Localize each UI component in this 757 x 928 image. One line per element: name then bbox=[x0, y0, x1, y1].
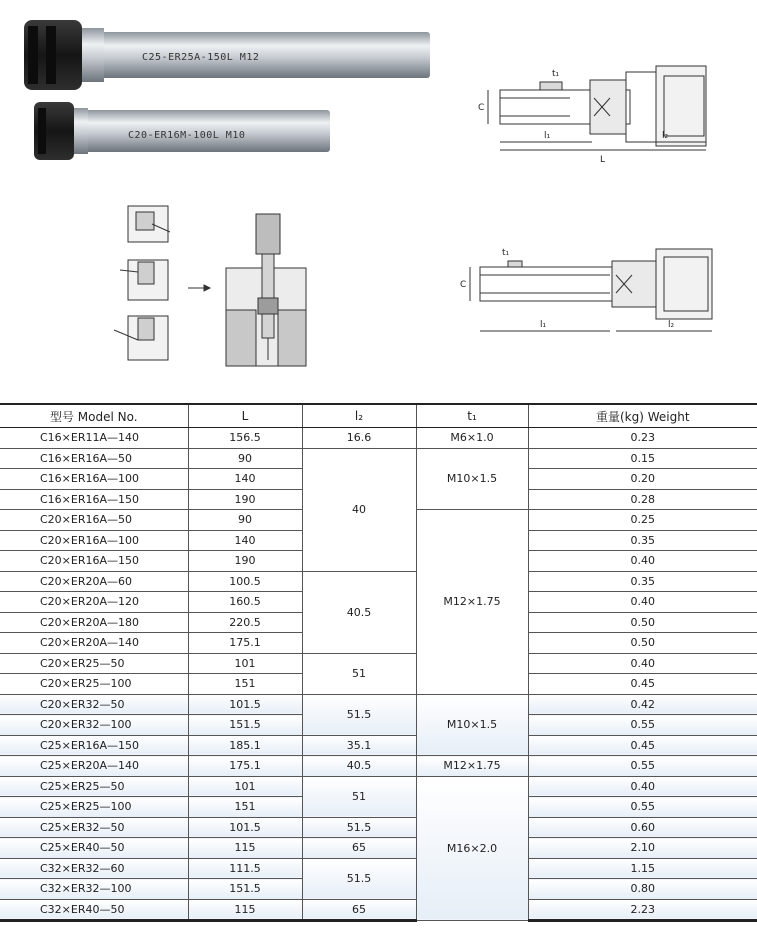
cell-weight: 2.10 bbox=[528, 838, 757, 859]
table-row bbox=[0, 694, 757, 715]
cell-weight: 0.45 bbox=[528, 735, 757, 756]
cell-l2: 40.5 bbox=[302, 571, 416, 653]
cell-L: 175.1 bbox=[188, 633, 302, 654]
cell-weight: 0.15 bbox=[528, 448, 757, 469]
table-row bbox=[0, 428, 757, 449]
header-l2: l₂ bbox=[302, 404, 416, 428]
cell-L: 101 bbox=[188, 653, 302, 674]
drawing2-label-c: C bbox=[460, 280, 467, 290]
cell-model: C20×ER32—50 bbox=[0, 694, 188, 715]
cell-t1: M16×2.0 bbox=[416, 776, 528, 921]
cell-model: C20×ER20A—140 bbox=[0, 633, 188, 654]
drawing1-label-t: t₁ bbox=[552, 69, 560, 79]
cell-model: C16×ER16A—150 bbox=[0, 489, 188, 510]
figure-area bbox=[0, 0, 757, 398]
cell-l2: 65 bbox=[302, 838, 416, 859]
cell-weight: 0.50 bbox=[528, 633, 757, 654]
table-row bbox=[0, 756, 757, 777]
cell-weight: 0.25 bbox=[528, 510, 757, 531]
table-row bbox=[0, 817, 757, 838]
cell-L: 185.1 bbox=[188, 735, 302, 756]
cell-weight: 0.55 bbox=[528, 756, 757, 777]
cell-model: C25×ER25—100 bbox=[0, 797, 188, 818]
cell-model: C20×ER20A—120 bbox=[0, 592, 188, 613]
cell-weight: 1.15 bbox=[528, 858, 757, 879]
cell-t1: M6×1.0 bbox=[416, 428, 528, 449]
cell-model: C32×ER40—50 bbox=[0, 899, 188, 921]
cell-model: C32×ER32—60 bbox=[0, 858, 188, 879]
cell-L: 115 bbox=[188, 899, 302, 921]
cell-l2: 51 bbox=[302, 776, 416, 817]
cell-l2: 16.6 bbox=[302, 428, 416, 449]
cell-model: C20×ER16A—150 bbox=[0, 551, 188, 572]
cell-model: C25×ER16A—150 bbox=[0, 735, 188, 756]
cell-L: 115 bbox=[188, 838, 302, 859]
cell-model: C25×ER20A—140 bbox=[0, 756, 188, 777]
cell-L: 175.1 bbox=[188, 756, 302, 777]
cell-L: 140 bbox=[188, 530, 302, 551]
cell-weight: 0.60 bbox=[528, 817, 757, 838]
header-L: L bbox=[188, 404, 302, 428]
cell-weight: 0.35 bbox=[528, 530, 757, 551]
technical-drawing-bottom bbox=[460, 235, 740, 345]
cell-model: C20×ER16A—100 bbox=[0, 530, 188, 551]
drawing2-label-l1: l₁ bbox=[540, 320, 547, 330]
cell-weight: 0.20 bbox=[528, 469, 757, 490]
cell-model: C20×ER25—50 bbox=[0, 653, 188, 674]
cell-weight: 0.40 bbox=[528, 776, 757, 797]
cell-model: C25×ER32—50 bbox=[0, 817, 188, 838]
cell-weight: 0.28 bbox=[528, 489, 757, 510]
cell-model: C25×ER40—50 bbox=[0, 838, 188, 859]
table-header-row bbox=[0, 404, 757, 428]
cell-weight: 0.40 bbox=[528, 653, 757, 674]
cell-L: 100.5 bbox=[188, 571, 302, 592]
cell-weight: 0.50 bbox=[528, 612, 757, 633]
cell-l2: 51.5 bbox=[302, 858, 416, 899]
header-model: 型号 Model No. bbox=[0, 404, 188, 428]
usage-illustration bbox=[108, 200, 318, 372]
cell-model: C16×ER16A—50 bbox=[0, 448, 188, 469]
product-photo bbox=[20, 20, 440, 180]
cell-L: 190 bbox=[188, 551, 302, 572]
drawing2-label-t: t₁ bbox=[502, 248, 510, 258]
cell-L: 160.5 bbox=[188, 592, 302, 613]
header-weight: 重量(kg) Weight bbox=[528, 404, 757, 428]
cell-l2: 51.5 bbox=[302, 817, 416, 838]
cell-weight: 0.42 bbox=[528, 694, 757, 715]
cell-L: 101.5 bbox=[188, 694, 302, 715]
table-row bbox=[0, 838, 757, 859]
cell-L: 156.5 bbox=[188, 428, 302, 449]
cell-t1: M12×1.75 bbox=[416, 756, 528, 777]
drawing1-label-l2: l₂ bbox=[662, 131, 669, 141]
cell-L: 151.5 bbox=[188, 715, 302, 736]
table-row bbox=[0, 776, 757, 797]
table-row bbox=[0, 858, 757, 879]
cell-model: C20×ER32—100 bbox=[0, 715, 188, 736]
cell-L: 101 bbox=[188, 776, 302, 797]
cell-weight: 0.45 bbox=[528, 674, 757, 695]
table-row bbox=[0, 448, 757, 469]
cell-L: 111.5 bbox=[188, 858, 302, 879]
cell-l2: 40.5 bbox=[302, 756, 416, 777]
header-t1: t₁ bbox=[416, 404, 528, 428]
cell-L: 140 bbox=[188, 469, 302, 490]
cell-weight: 0.80 bbox=[528, 879, 757, 900]
cell-L: 90 bbox=[188, 448, 302, 469]
technical-drawing-top bbox=[460, 32, 740, 182]
drawing2-label-l2: l₂ bbox=[668, 320, 675, 330]
cell-weight: 0.55 bbox=[528, 797, 757, 818]
cell-weight: 0.40 bbox=[528, 592, 757, 613]
cell-model: C20×ER20A—60 bbox=[0, 571, 188, 592]
drawing1-label-c: C bbox=[478, 103, 485, 113]
table-row bbox=[0, 653, 757, 674]
cell-model: C16×ER11A—140 bbox=[0, 428, 188, 449]
cell-model: C20×ER20A—180 bbox=[0, 612, 188, 633]
drawing1-label-L: L bbox=[600, 155, 606, 165]
cell-weight: 0.23 bbox=[528, 428, 757, 449]
spec-table bbox=[0, 403, 757, 922]
cell-weight: 0.40 bbox=[528, 551, 757, 572]
cell-L: 220.5 bbox=[188, 612, 302, 633]
cell-weight: 2.23 bbox=[528, 899, 757, 921]
cell-weight: 0.55 bbox=[528, 715, 757, 736]
cell-L: 190 bbox=[188, 489, 302, 510]
cell-L: 90 bbox=[188, 510, 302, 531]
cell-model: C32×ER32—100 bbox=[0, 879, 188, 900]
cell-model: C20×ER16A—50 bbox=[0, 510, 188, 531]
cell-l2: 51.5 bbox=[302, 694, 416, 735]
cell-L: 151 bbox=[188, 674, 302, 695]
cell-model: C20×ER25—100 bbox=[0, 674, 188, 695]
engraving-bottom: C20-ER16M-100L M10 bbox=[128, 130, 246, 141]
cell-l2: 40 bbox=[302, 448, 416, 571]
engraving-top: C25-ER25A-150L M12 bbox=[142, 52, 260, 63]
table-row bbox=[0, 899, 757, 921]
cell-weight: 0.35 bbox=[528, 571, 757, 592]
cell-t1: M10×1.5 bbox=[416, 448, 528, 510]
cell-L: 151.5 bbox=[188, 879, 302, 900]
cell-model: C16×ER16A—100 bbox=[0, 469, 188, 490]
cell-l2: 51 bbox=[302, 653, 416, 694]
cell-L: 151 bbox=[188, 797, 302, 818]
cell-t1: M12×1.75 bbox=[416, 510, 528, 695]
drawing1-label-l1: l₁ bbox=[544, 131, 551, 141]
cell-l2: 35.1 bbox=[302, 735, 416, 756]
table-row bbox=[0, 571, 757, 592]
cell-L: 101.5 bbox=[188, 817, 302, 838]
cell-model: C25×ER25—50 bbox=[0, 776, 188, 797]
cell-t1: M10×1.5 bbox=[416, 694, 528, 756]
cell-l2: 65 bbox=[302, 899, 416, 921]
table-row bbox=[0, 735, 757, 756]
